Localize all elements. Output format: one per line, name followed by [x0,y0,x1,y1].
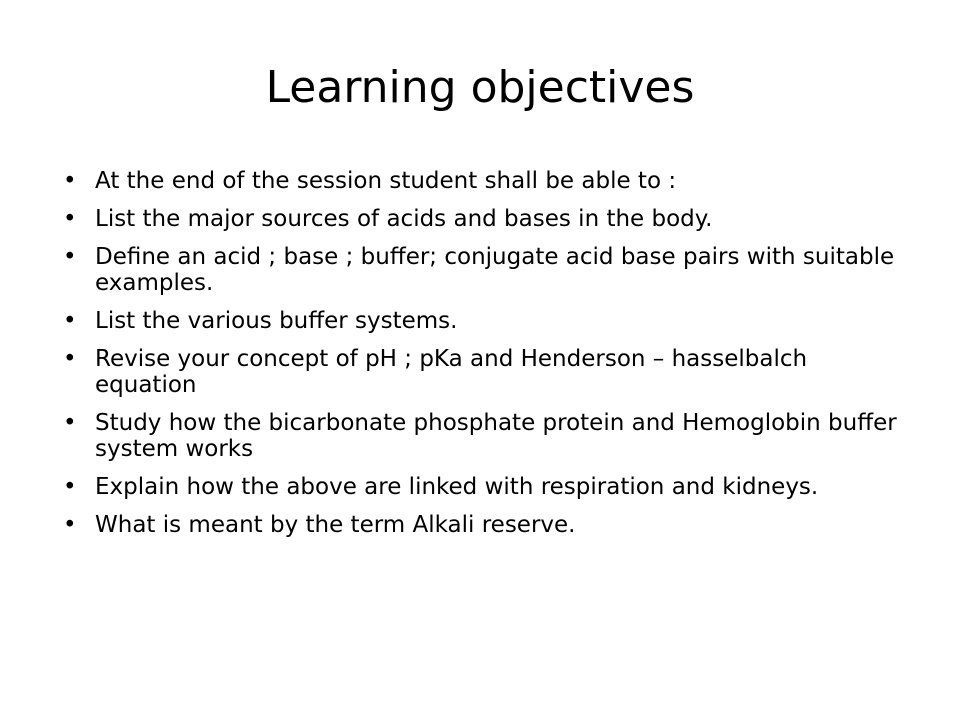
list-item [60,308,910,334]
list-item-text: List the various buffer systems. [95,308,458,334]
list-item [60,168,910,194]
list-item-text: Define an acid ; base ; buffer; conjugate acid base pairs with suitable examples. [95,244,895,296]
list-item-text: Explain how the above are linked with respiration and kidneys. [95,474,819,500]
objectives-list [60,168,910,550]
list-item-text: What is meant by the term Alkali reserve. [95,512,576,538]
list-item-text: Revise your concept of pH ; pKa and Henderson – hasselbalch equation [95,346,808,398]
list-item-text: Study how the bicarbonate phosphate protein and Hemoglobin buffer system works [95,410,897,462]
list-item-text: List the major sources of acids and bases in the body. [95,206,713,232]
list-item [60,244,910,296]
bullet-icon: • [63,244,77,270]
list-item [60,410,910,462]
bullet-icon: • [63,308,77,334]
bullet-icon: • [63,346,77,372]
list-item [60,474,910,500]
bullet-icon: • [63,474,77,500]
slide-title: Learning objectives [265,62,695,113]
bullet-icon: • [63,206,77,232]
list-item [60,346,910,398]
bullet-icon: • [63,168,77,194]
list-item [60,512,910,538]
bullet-icon: • [63,410,77,436]
bullet-icon: • [63,512,77,538]
list-item-text: At the end of the session student shall be able to : [95,168,677,194]
list-item [60,206,910,232]
